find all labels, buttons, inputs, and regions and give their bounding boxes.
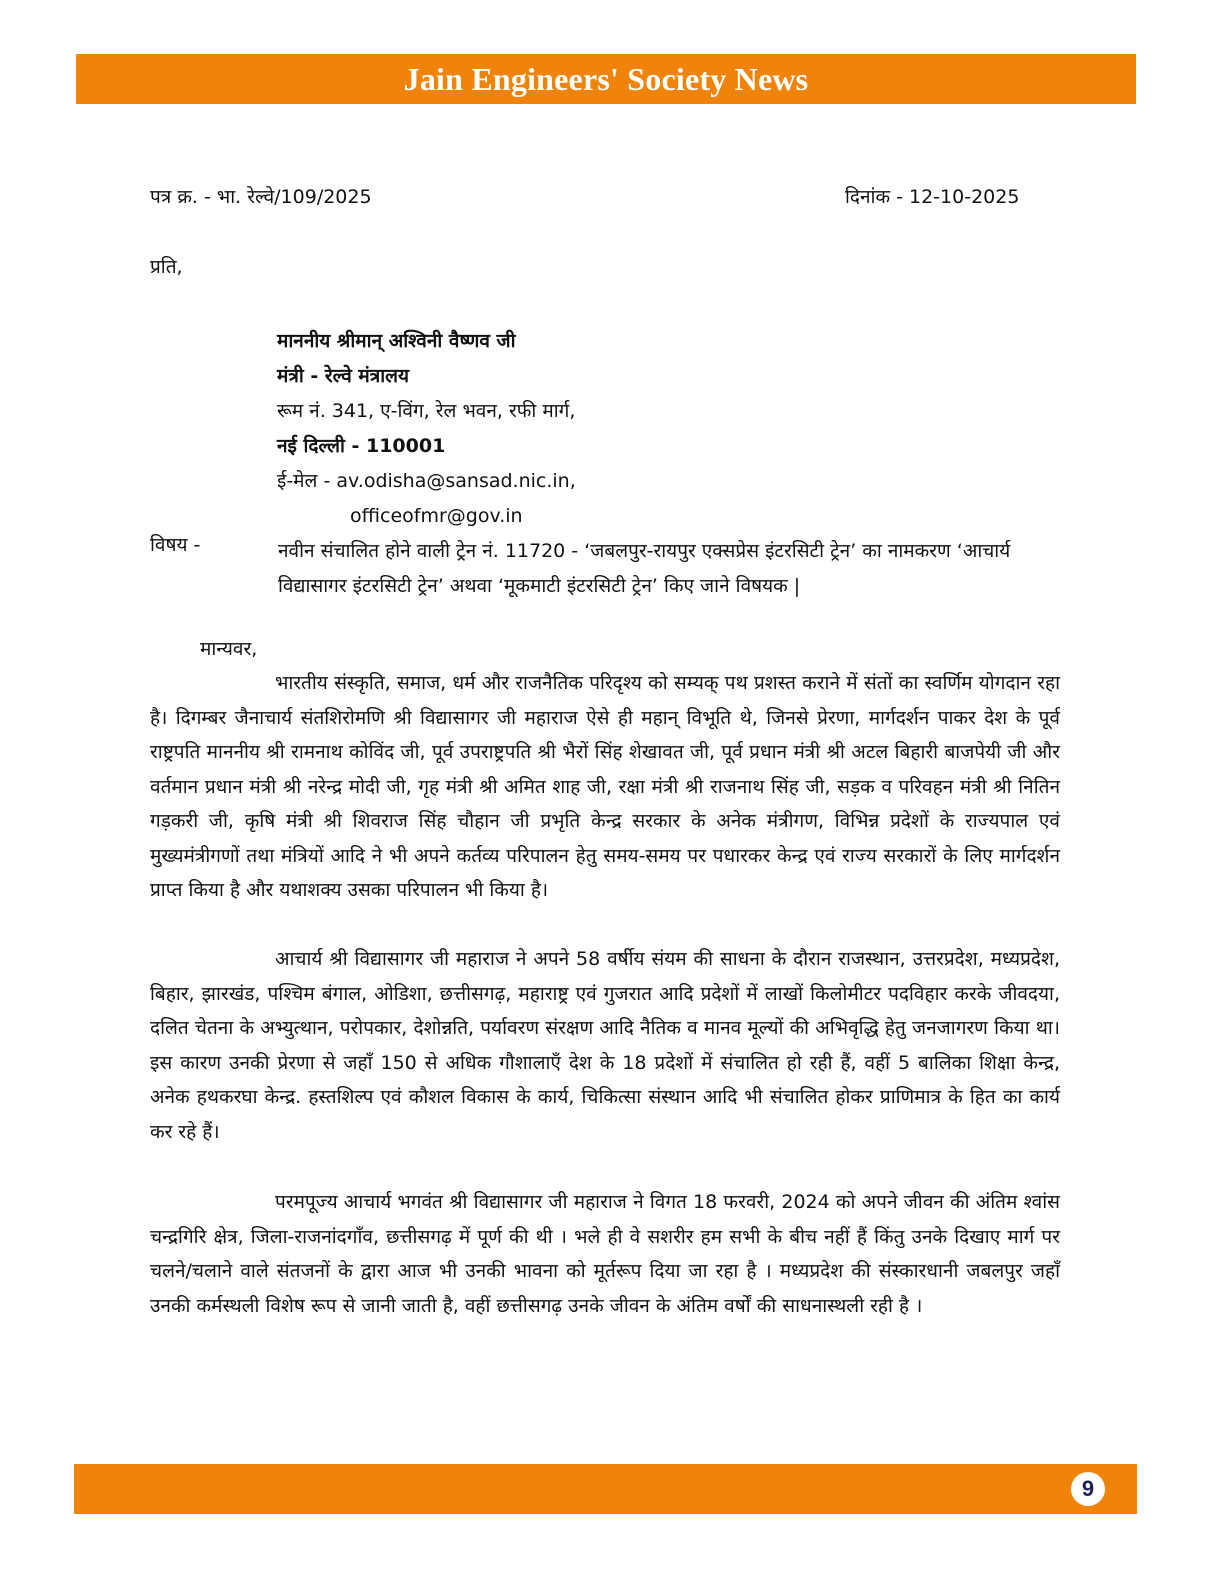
- footer-banner: [74, 1464, 1137, 1514]
- recipient-name: माननीय श्रीमान् अश्विनी वैष्णव जी: [277, 330, 516, 352]
- letter-to-label: प्रति,: [150, 256, 183, 278]
- recipient-email-secondary: officeofmr@gov.in: [350, 505, 523, 527]
- letter-date: दिनांक - 12-10-2025: [845, 186, 1020, 208]
- recipient-designation: मंत्री - रेल्वे मंत्रालय: [277, 365, 410, 387]
- body-paragraph: भारतीय संस्कृति, समाज, धर्म और राजनैतिक परिदृश्य को सम्यक् पथ प्रशस्त कराने में संतों का स्वर्णिम योगदान रहा है। दिगम्बर जैनाचार्य संतशिरोमणि श्री विद्यासागर जी महाराज ऐसे ही महान् विभूति थे, जिनसे प्रेरणा, मार्गदर्शन पाकर देश के पूर्व राष्ट्रपति माननीय श्री रामनाथ कोविंद जी, पूर्व उपराष्ट्रपति श्री भैरों सिंह शेखावत जी, पूर्व प्रधान मंत्री श्री अटल बिहारी बाजपेयी जी और वर्तमान प्रधान मंत्री श्री नरेन्द्र मोदी जी, गृह मंत्री श्री अमित शाह जी, रक्षा मंत्री श्री राजनाथ सिंह जी, सड़क व परिवहन मंत्री श्री नितिन गड़करी जी, कृषि मंत्री श्री शिवराज सिंह चौहान जी प्रभृति केन्द्र सरकार के अनेक मंत्रीगण, विभिन्न प्रदेशों के राज्यपाल एवं मुख्यमंत्रीगणों तथा मंत्रियों आदि ने भी अपने कर्तव्य परिपालन हेतु समय-समय पर पधारकर केन्द्र एवं राज्य सरकारों के लिए मार्गदर्शन प्राप्त किया है और यथाशक्य उसका परिपालन भी किया है।: [150, 672, 1060, 901]
- page-number-badge: 9: [1071, 1472, 1105, 1506]
- body-paragraph: परमपूज्य आचार्य भगवंत श्री विद्यासागर जी महाराज ने विगत 18 फरवरी, 2024 को अपने जीवन की अंतिम श्वांस चन्द्रगिरि क्षेत्र, जिला-राजनांदगाँव, छत्तीसगढ़ में पूर्ण की थी । भले ही वे सशरीर हम सभी के बीच नहीं हैं किंतु उनके दिखाए मार्ग पर चलने/चलाने वाले संतजनों के द्वारा आज भी उनकी भावना को मूर्तरूप दिया जा रहा है । मध्यप्रदेश की संस्कारधानी जबलपुर जहाँ उनकी कर्मस्थली विशेष रूप से जानी जाती है, वहीं छत्तीसगढ़ उनके जीवन के अंतिम वर्षों की साधनास्थली रही है ।: [150, 1191, 1060, 1317]
- recipient-address-line: रूम नं. 341, ए-विंग, रेल भवन, रफी मार्ग,: [277, 400, 576, 422]
- recipient-address-block: [277, 324, 576, 534]
- recipient-city: नई दिल्ली - 110001: [277, 435, 446, 457]
- newsletter-title: Jain Engineers' Society News: [403, 60, 809, 97]
- salutation: मान्यवर,: [200, 638, 258, 660]
- recipient-email: ई-मेल - av.odisha@sansad.nic.in,: [277, 470, 576, 492]
- body-paragraph: आचार्य श्री विद्यासागर जी महाराज ने अपने 58 वर्षीय संयम की साधना के दौरान राजस्थान, उत्तरप्रदेश, मध्यप्रदेश, बिहार, झारखंड, पश्चिम बंगाल, ओडिशा, छत्तीसगढ़, महाराष्ट्र एवं गुजरात आदि प्रदेशों में लाखों किलोमीटर पदविहार करके जीवदया, दलित चेतना के अभ्युत्थान, परोपकार, देशोन्नति, पर्यावरण संरक्षण आदि नैतिक व मानव मूल्यों की अभिवृद्धि हेतु जनजागरण किया था। इस कारण उनकी प्रेरणा से जहाँ 150 से अधिक गौशालाएँ देश के 18 प्रदेशों में संचालित हो रही हैं, वहीं 5 बालिका शिक्षा केन्द्र, अनेक हथकरघा केन्द्र. हस्तशिल्प एवं कौशल विकास के कार्य, चिकित्सा संस्थान आदि भी संचालित होकर प्राणिमात्र के हित का कार्य कर रहे हैं।: [150, 948, 1060, 1143]
- header-banner: [76, 54, 1136, 104]
- subject-label: विषय -: [150, 534, 201, 556]
- letter-reference-number: पत्र क्र. - भा. रेल्वे/109/2025: [150, 186, 372, 208]
- subject-text: नवीन संचालित होने वाली ट्रेन नं. 11720 - ‘जबलपुर-रायपुर एक्सप्रेस इंटरसिटी ट्रेन’ का नामकरण ‘आचार्य विद्यासागर इंटरसिटी ट्रेन’ अथवा ‘मूकमाटी इंटरसिटी ट्रेन’ किए जाने विषयक |: [278, 540, 1011, 597]
